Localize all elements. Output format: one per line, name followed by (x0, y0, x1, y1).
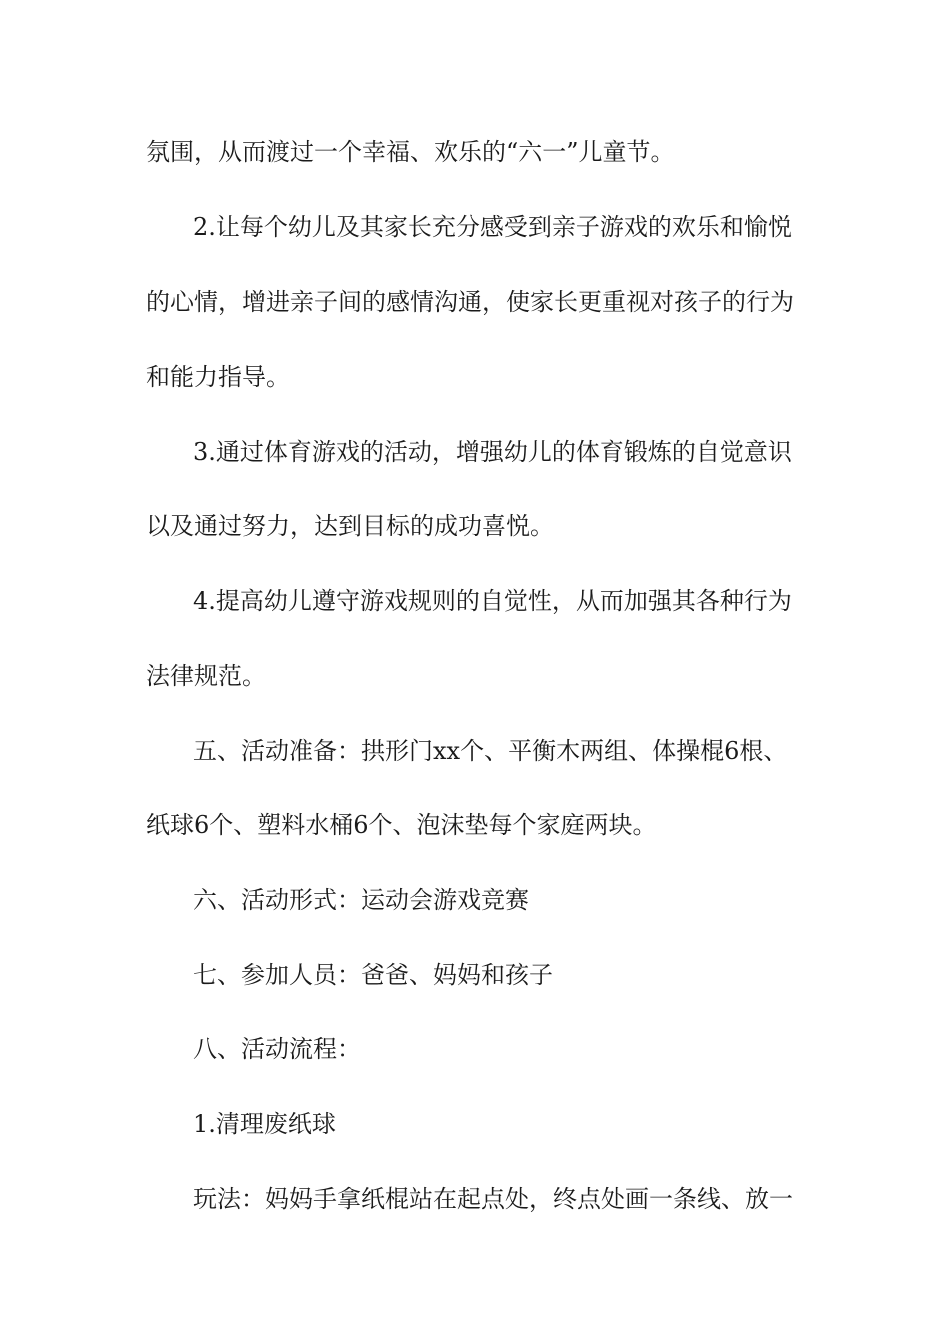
text-line-15: 玩法：妈妈手拿纸棍站在起点处，终点处画一条线、放一 (193, 1185, 793, 1213)
text-line-1: 氛围，从而渡过一个幸福、欢乐的“六一”儿童节。 (146, 138, 675, 166)
text-line-6: 以及通过努力，达到目标的成功喜悦。 (146, 512, 554, 540)
text-line-11: 六、活动形式：运动会游戏竞赛 (193, 886, 529, 914)
text-line-14: 1.清理废纸球 (193, 1110, 336, 1138)
text-line-4: 和能力指导。 (146, 363, 290, 391)
text-line-10: 纸球6个、塑料水桶6个、泡沫垫每个家庭两块。 (146, 811, 657, 839)
text-line-9: 五、活动准备：拱形门xx个、平衡木两组、体操棍6根、 (193, 737, 788, 765)
text-line-13: 八、活动流程： (193, 1035, 361, 1063)
text-line-8: 法律规范。 (146, 662, 266, 690)
text-line-12: 七、参加人员：爸爸、妈妈和孩子 (193, 961, 553, 989)
text-line-2: 2.让每个幼儿及其家长充分感受到亲子游戏的欢乐和愉悦 (193, 213, 792, 241)
text-line-3: 的心情，增进亲子间的感情沟通，使家长更重视对孩子的行为 (146, 288, 794, 316)
text-line-7: 4.提高幼儿遵守游戏规则的自觉性，从而加强其各种行为 (193, 587, 792, 615)
text-line-5: 3.通过体育游戏的活动，增强幼儿的体育锻炼的自觉意识 (193, 438, 792, 466)
